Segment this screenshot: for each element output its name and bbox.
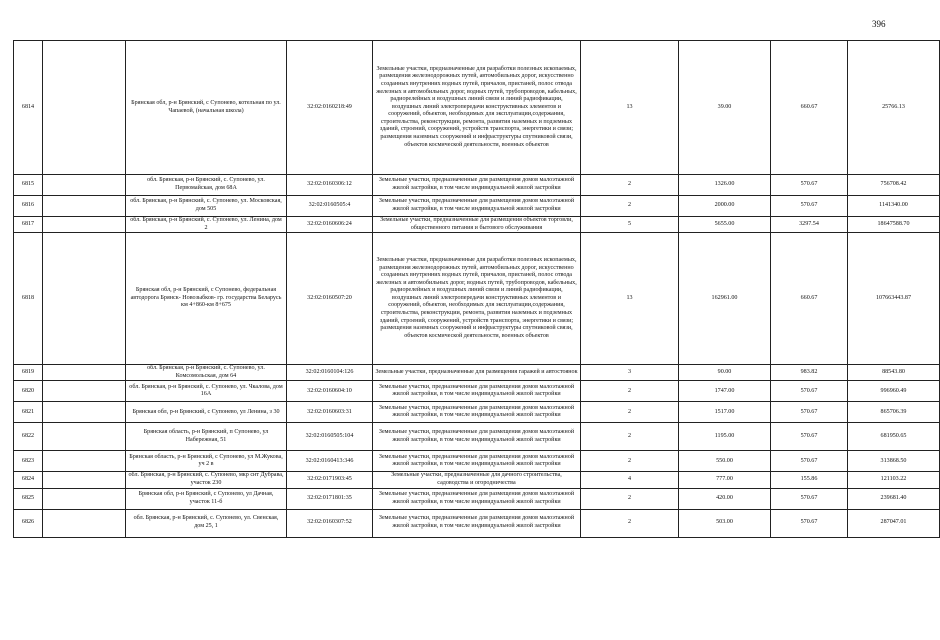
area-cell: 1517.00 xyxy=(679,402,771,423)
cadastral-value-cell: 865706.39 xyxy=(848,402,940,423)
area-cell: 90.00 xyxy=(679,365,771,381)
area-cell: 2000.00 xyxy=(679,196,771,217)
specific-value-cell: 660.67 xyxy=(771,41,848,175)
address-cell: обл. Брянская, р-н Брянский, с. Супонево, ул. Свенская, дом 25, 1 xyxy=(126,509,287,537)
specific-value-cell: 570.67 xyxy=(771,509,848,537)
cadastral-number-cell: 32:02:0160603:31 xyxy=(287,402,373,423)
area-cell: 777.00 xyxy=(679,472,771,488)
specific-value-cell: 660.67 xyxy=(771,233,848,365)
land-use-cell: Земельные участки, предназначенные для размещения домов малоэтажной жилой застройки, в том числе индивидуальной жилой застройки xyxy=(373,451,581,472)
cadastral-value-cell: 239681.40 xyxy=(848,488,940,509)
cadastral-value-cell: 681950.65 xyxy=(848,423,940,451)
land-use-cell: Земельные участки, предназначенные для размещения домов малоэтажной жилой застройки, в том числе индивидуальной жилой застройки xyxy=(373,423,581,451)
row-number: 6824 xyxy=(14,472,43,488)
address-cell: обл. Брянская, р-н Брянский, с. Супонево, ул. Московская, дом 505 xyxy=(126,196,287,217)
empty-cell xyxy=(43,41,126,175)
empty-cell xyxy=(43,175,126,196)
address-cell: Брянская обл, р-н Брянский, с Супонево, ул Дачная, участок 11-б xyxy=(126,488,287,509)
address-cell: обл. Брянская, р-н Брянский, с. Супонево, мкр снт Дубрава, участок 230 xyxy=(126,472,287,488)
cadastral-number-cell: 32:02:0160507:20 xyxy=(287,233,373,365)
cadastral-number-cell: 32:02:0160505:104 xyxy=(287,423,373,451)
empty-cell xyxy=(43,488,126,509)
row-number: 6822 xyxy=(14,423,43,451)
specific-value-cell: 983.82 xyxy=(771,365,848,381)
empty-cell xyxy=(43,509,126,537)
area-cell: 5655.00 xyxy=(679,217,771,233)
row-number: 6826 xyxy=(14,509,43,537)
table-row xyxy=(14,472,940,488)
address-cell: обл. Брянская, р-н Брянский, с. Супонево, ул. Чкалова, дом 16А xyxy=(126,381,287,402)
table-row xyxy=(14,217,940,233)
table-row xyxy=(14,381,940,402)
specific-value-cell: 570.67 xyxy=(771,381,848,402)
area-cell: 39.00 xyxy=(679,41,771,175)
cadastral-value-cell: 107663443.87 xyxy=(848,233,940,365)
land-use-cell: Земельные участки, предназначенные для размещения домов малоэтажной жилой застройки, в том числе индивидуальной жилой застройки xyxy=(373,488,581,509)
cadastral-value-cell: 25766.13 xyxy=(848,41,940,175)
row-number: 6815 xyxy=(14,175,43,196)
address-cell: Брянская область, р-н Брянский, с Супонево, ул М.Жукова, уч 2 в xyxy=(126,451,287,472)
area-cell: 1326.00 xyxy=(679,175,771,196)
cadastral-number-cell: 32:02:0160306:12 xyxy=(287,175,373,196)
cadastral-value-cell: 313868.50 xyxy=(848,451,940,472)
cadastral-value-cell: 756708.42 xyxy=(848,175,940,196)
table-row xyxy=(14,509,940,537)
specific-value-cell: 570.67 xyxy=(771,402,848,423)
use-group-cell: 5 xyxy=(581,217,679,233)
address-cell: обл. Брянская, р-н Брянский, с. Супонево, ул. Первомайская, дом 68А xyxy=(126,175,287,196)
address-cell: обл. Брянская, р-н Брянский, с. Супонево, ул. Ленина, дом 2 xyxy=(126,217,287,233)
use-group-cell: 2 xyxy=(581,423,679,451)
table-row xyxy=(14,488,940,509)
land-use-cell: Земельные участки, предназначенные для размещения домов малоэтажной жилой застройки, в том числе индивидуальной жилой застройки xyxy=(373,175,581,196)
use-group-cell: 13 xyxy=(581,233,679,365)
land-use-cell: Земельные участки, предназначенные для размещения домов малоэтажной жилой застройки, в том числе индивидуальной жилой застройки xyxy=(373,402,581,423)
cadastral-number-cell: 32:02:0160413:346 xyxy=(287,451,373,472)
land-use-cell: Земельные участки, предназначенные для дачного строительства, садоводства и огородничества xyxy=(373,472,581,488)
land-use-cell: Земельные участки, предназначенные для размещения домов малоэтажной жилой застройки, в том числе индивидуальной жилой застройки xyxy=(373,196,581,217)
row-number: 6817 xyxy=(14,217,43,233)
empty-cell xyxy=(43,451,126,472)
row-number: 6814 xyxy=(14,41,43,175)
row-number: 6820 xyxy=(14,381,43,402)
table-row xyxy=(14,233,940,365)
area-cell: 550.00 xyxy=(679,451,771,472)
row-number: 6816 xyxy=(14,196,43,217)
cadastral-value-cell: 18647588.70 xyxy=(848,217,940,233)
address-cell: обл. Брянская, р-н Брянский, с. Супонево, ул. Комсомольская, дом 64 xyxy=(126,365,287,381)
cadastral-value-cell: 88543.80 xyxy=(848,365,940,381)
empty-cell xyxy=(43,196,126,217)
empty-cell xyxy=(43,217,126,233)
specific-value-cell: 570.67 xyxy=(771,423,848,451)
cadastral-number-cell: 32:02:0160606:24 xyxy=(287,217,373,233)
empty-cell xyxy=(43,472,126,488)
use-group-cell: 3 xyxy=(581,365,679,381)
table-row xyxy=(14,365,940,381)
page-number: 396 xyxy=(872,19,886,29)
use-group-cell: 2 xyxy=(581,451,679,472)
use-group-cell: 2 xyxy=(581,175,679,196)
use-group-cell: 2 xyxy=(581,402,679,423)
row-number: 6819 xyxy=(14,365,43,381)
use-group-cell: 2 xyxy=(581,196,679,217)
cadastral-number-cell: 32:02:0160604:10 xyxy=(287,381,373,402)
empty-cell xyxy=(43,381,126,402)
cadastral-number-cell: 32:02:0171801:35 xyxy=(287,488,373,509)
cadastral-value-cell: 121103.22 xyxy=(848,472,940,488)
row-number: 6821 xyxy=(14,402,43,423)
cadastral-value-cell: 1141340.00 xyxy=(848,196,940,217)
land-use-cell: Земельные участки, предназначенные для разработки полезных ископаемых, размещения железнодорожных путей, автомобильных дорог, искусственно созданных внутренних водных путей, причалов, пристаней, полос отвода железных и автомобильных дорог, водных путей, трубопроводов, кабельных, радиорелейных и воздушных линий связи и линий радиофикации, воздушных линий электропередачи конструктивных элементов и сооружений, объектов, необходимых для эксплуатации,содержания, строительства, реконструкции, ремонта, развития наземных и подземных зданий, строений, сооружений, устройств транспорта, энергетики и связи; размещения наземных сооружений и инфраструктуры спутниковой связи, объектов космической деятельности, военных объектов xyxy=(373,41,581,175)
row-number: 6818 xyxy=(14,233,43,365)
use-group-cell: 4 xyxy=(581,472,679,488)
cadastral-value-cell: 287047.01 xyxy=(848,509,940,537)
address-cell: Брянская обл, р-н Брянский, с Супонево, ул Ленина, з 30 xyxy=(126,402,287,423)
land-use-cell: Земельные участки, предназначенные для разработки полезных ископаемых, размещения железнодорожных путей, автомобильных дорог, искусственно созданных внутренних водных путей, причалов, пристаней, полос отвода железных и автомобильных дорог, водных путей, трубопроводов, кабельных, радиорелейных и воздушных линий связи и линий радиофикации, воздушных линий электропередачи конструктивных элементов и сооружений, объектов, необходимых для эксплуатации,содержания, строительства, реконструкции, ремонта, развития наземных и подземных зданий, строений, сооружений, устройств транспорта, энергетики и связи; размещения наземных сооружений и инфраструктуры спутниковой связи, объектов космической деятельности, военных объектов xyxy=(373,233,581,365)
area-cell: 162961.00 xyxy=(679,233,771,365)
empty-cell xyxy=(43,365,126,381)
empty-cell xyxy=(43,233,126,365)
use-group-cell: 2 xyxy=(581,488,679,509)
table-body xyxy=(14,41,940,538)
table-row xyxy=(14,41,940,175)
table-row xyxy=(14,451,940,472)
specific-value-cell: 570.67 xyxy=(771,175,848,196)
address-cell: Брянская обл, р-н Брянский, с Супонево, федеральная автодорога Брянск- Новозыбков- гр. государства Беларусь км 4+860-км 8+675 xyxy=(126,233,287,365)
specific-value-cell: 570.67 xyxy=(771,451,848,472)
cadastral-number-cell: 32:02:0160218:49 xyxy=(287,41,373,175)
land-use-cell: Земельные участки, предназначенные для размещения домов малоэтажной жилой застройки, в том числе индивидуальной жилой застройки xyxy=(373,509,581,537)
row-number: 6823 xyxy=(14,451,43,472)
table-row xyxy=(14,196,940,217)
table-row xyxy=(14,423,940,451)
table-row xyxy=(14,402,940,423)
area-cell: 420.00 xyxy=(679,488,771,509)
land-use-cell: Земельные участки, предназначенные для размещения гаражей и автостоянок xyxy=(373,365,581,381)
cadastral-number-cell: 32:02:0160505:4 xyxy=(287,196,373,217)
use-group-cell: 13 xyxy=(581,41,679,175)
table-row xyxy=(14,175,940,196)
use-group-cell: 2 xyxy=(581,509,679,537)
cadastral-number-cell: 32:02:0171903:45 xyxy=(287,472,373,488)
row-number: 6825 xyxy=(14,488,43,509)
land-use-cell: Земельные участки, предназначенные для размещения домов малоэтажной жилой застройки, в том числе индивидуальной жилой застройки xyxy=(373,381,581,402)
specific-value-cell: 155.86 xyxy=(771,472,848,488)
land-use-cell: Земельные участки, предназначенные для размещения объектов торговли, общественного питания и бытового обслуживания xyxy=(373,217,581,233)
specific-value-cell: 570.67 xyxy=(771,488,848,509)
specific-value-cell: 3297.54 xyxy=(771,217,848,233)
cadastral-value-table xyxy=(13,40,940,538)
specific-value-cell: 570.67 xyxy=(771,196,848,217)
use-group-cell: 2 xyxy=(581,381,679,402)
area-cell: 503.00 xyxy=(679,509,771,537)
cadastral-number-cell: 32:02:0160307:52 xyxy=(287,509,373,537)
area-cell: 1747.00 xyxy=(679,381,771,402)
area-cell: 1195.00 xyxy=(679,423,771,451)
address-cell: Брянская область, р-н Брянский, п Супонево, ул Набережная, 51 xyxy=(126,423,287,451)
empty-cell xyxy=(43,423,126,451)
cadastral-value-cell: 996960.49 xyxy=(848,381,940,402)
address-cell: Брянская обл, р-н Брянский, с Супонево, котельная по ул. Чапаевой, (начальная школа) xyxy=(126,41,287,175)
cadastral-number-cell: 32:02:0160104:126 xyxy=(287,365,373,381)
empty-cell xyxy=(43,402,126,423)
